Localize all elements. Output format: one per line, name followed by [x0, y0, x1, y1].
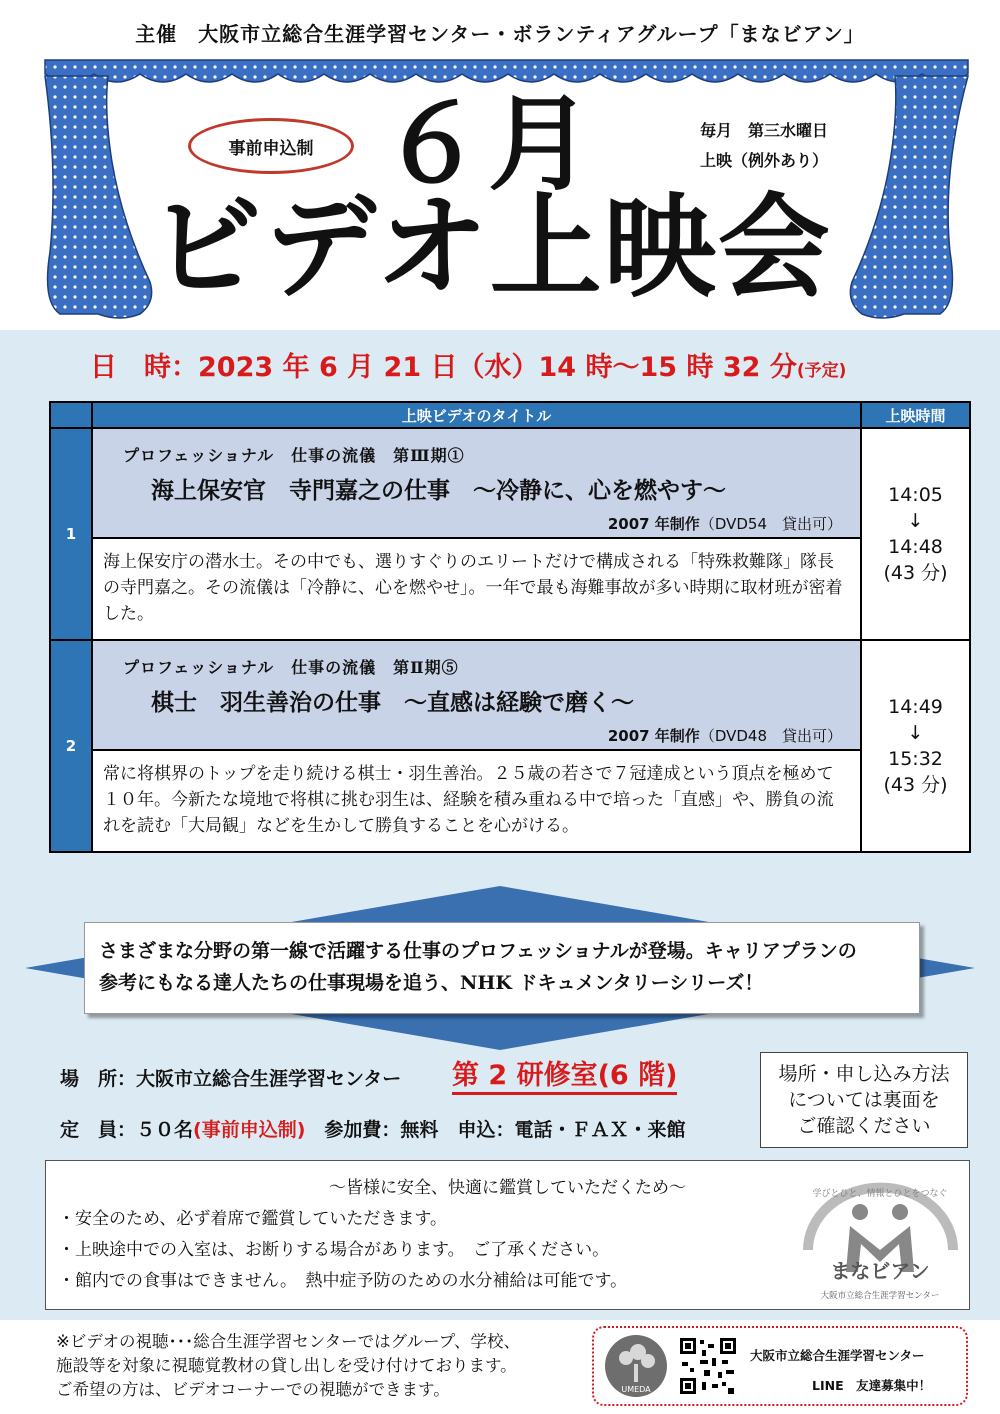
title-cell	[92, 640, 861, 750]
datetime-note: (予定)	[796, 361, 847, 381]
location-label: 場 所：大阪市立総合生涯学習センター	[60, 1068, 402, 1090]
header-title: 上映ビデオのタイトル	[92, 402, 861, 428]
apply-methods: 申込：電話・ＦＡＸ・来館	[457, 1119, 686, 1141]
start-time: 14:49	[888, 696, 943, 718]
month-title: ６月	[380, 83, 597, 205]
umeda-logo-icon	[604, 1334, 668, 1398]
program-row-1-title	[50, 428, 970, 538]
line-friend-text: LINE 友達募集中！	[812, 1378, 932, 1393]
banner-line-1: さまざまな分野の第一線で活躍する仕事のプロフェッショナルが登場。キャリアプランの	[99, 940, 857, 962]
capacity-line	[60, 1115, 685, 1142]
program-row-2-desc	[50, 750, 970, 852]
schedule-info	[700, 116, 828, 176]
arrow-down-icon: ↓	[907, 510, 924, 532]
program-row-2-title	[50, 640, 970, 750]
description-cell: 常に将棋界のトップを走り続ける棋士・羽生善治。２５歳の若さで７冠達成という頂点を極めて１０年。今新たな境地で将棋に挑む羽生は、経験を積み重ねる中で培った「直感」や、勝負の流れを読む「大局観」などを生かして勝負することを心がける。	[92, 750, 861, 852]
series-name: プロフェッショナル 仕事の流儀 第Ⅲ期①	[123, 446, 465, 465]
event-title: ビデオ上映会	[150, 183, 832, 313]
duration: (43 分)	[883, 774, 948, 796]
footnote-line-3: ご希望の方は、ビデオコーナーでの視聴ができます。	[56, 1380, 450, 1399]
list-item: ・安全のため、必ず着席で鑑賞していただきます。	[58, 1209, 447, 1229]
footnote-line-1: ※ビデオの視聴･･･総合生涯学習センターではグループ、学校、	[56, 1332, 520, 1351]
time-cell	[861, 428, 970, 640]
dvd-info: （DVD54 貸出可）	[699, 515, 842, 533]
table-header	[50, 402, 970, 428]
production-year: 2007 年制作	[607, 515, 700, 533]
umeda-label: UMEDA	[621, 1385, 651, 1394]
row-number: 1	[50, 428, 92, 640]
list-item: ・上映途中での入室は、お断りする場合があります。 ご了承ください。	[58, 1240, 610, 1260]
schedule-line-1: 毎月 第三水曜日	[700, 121, 829, 140]
center-name: 大阪市立総合生涯学習センター	[750, 1348, 925, 1363]
time-cell	[861, 640, 970, 852]
production-year: 2007 年制作	[607, 727, 700, 745]
schedule-line-2: 上映（例外あり）	[700, 151, 829, 170]
description-cell: 海上保安庁の潜水士。その中でも、選りすぐりのエリートだけで構成される「特殊救難隊」隊長の寺門嘉之。その流儀は「冷静に、心を燃やせ」。一年で最も海難事故が多い時期に取材班が密着した。	[92, 538, 861, 640]
start-time: 14:05	[888, 484, 943, 506]
dvd-info: （DVD48 貸出可）	[699, 727, 842, 745]
episode-title: 海上保安官 寺門嘉之の仕事 ～冷静に、心を燃やす～	[151, 477, 726, 504]
fee: 参加費：無料	[324, 1119, 439, 1141]
logo-tagline: 学びとひと、情報とひとをつなぐ	[812, 1189, 948, 1199]
capacity: 定 員：５０名	[60, 1119, 194, 1141]
duration: (43 分)	[883, 562, 948, 584]
header-time: 上映時間	[861, 402, 970, 428]
organizer-line: 主催 大阪市立総合生涯学習センター・ボランティアグループ「まなビアン」	[135, 22, 865, 46]
video-viewing-note	[56, 1330, 616, 1402]
header-number-cell	[50, 402, 92, 428]
episode-title: 棋士 羽生善治の仕事 ～直感は経験で磨く～	[151, 689, 634, 716]
logo-name: まなビアン	[830, 1259, 930, 1283]
note-line-1: 場所・申し込み方法	[778, 1063, 950, 1085]
series-description-banner	[84, 922, 920, 1014]
capacity-note: (事前申込制)	[193, 1119, 306, 1141]
production-info	[93, 513, 842, 534]
title-cell	[92, 428, 861, 538]
program-row-1-desc	[50, 538, 970, 640]
arrow-down-icon: ↓	[907, 722, 924, 744]
series-name: プロフェッショナル 仕事の流儀 第Ⅱ期⑤	[123, 658, 459, 677]
list-item: ・館内での食事はできません。 熱中症予防のための水分補給は可能です。	[58, 1271, 628, 1291]
note-line-3: ご確認ください	[797, 1115, 931, 1137]
event-datetime	[90, 345, 846, 384]
row-number: 2	[50, 640, 92, 852]
line-friends-box	[592, 1326, 968, 1406]
pre-registration-badge: 事前申込制	[188, 118, 354, 174]
notices-heading: ～皆様に安全、快適に鑑賞していただくため～	[329, 1178, 686, 1198]
qr-code-icon[interactable]	[678, 1336, 738, 1396]
logo-sub: 大阪市立総合生涯学習センター	[820, 1291, 940, 1301]
see-reverse-note	[760, 1052, 968, 1148]
footnote-line-2: 施設等を対象に視聴覚教材の貸し出しを受け付けております。	[56, 1356, 517, 1375]
datetime-text: 日 時：2023 年 6 月 21 日（水）14 時～15 時 32 分	[90, 352, 797, 383]
banner-line-2: 参考にもなる達人たちの仕事現場を追う、NHK ドキュメンタリーシリーズ！	[99, 972, 764, 994]
production-info	[93, 725, 842, 746]
program-table	[49, 401, 971, 853]
manabian-logo	[798, 1180, 963, 1310]
end-time: 14:48	[888, 536, 943, 558]
location-room: 第 2 研修室(6 階)	[452, 1060, 677, 1095]
end-time: 15:32	[888, 748, 943, 770]
note-line-2: については裏面を	[788, 1089, 940, 1111]
